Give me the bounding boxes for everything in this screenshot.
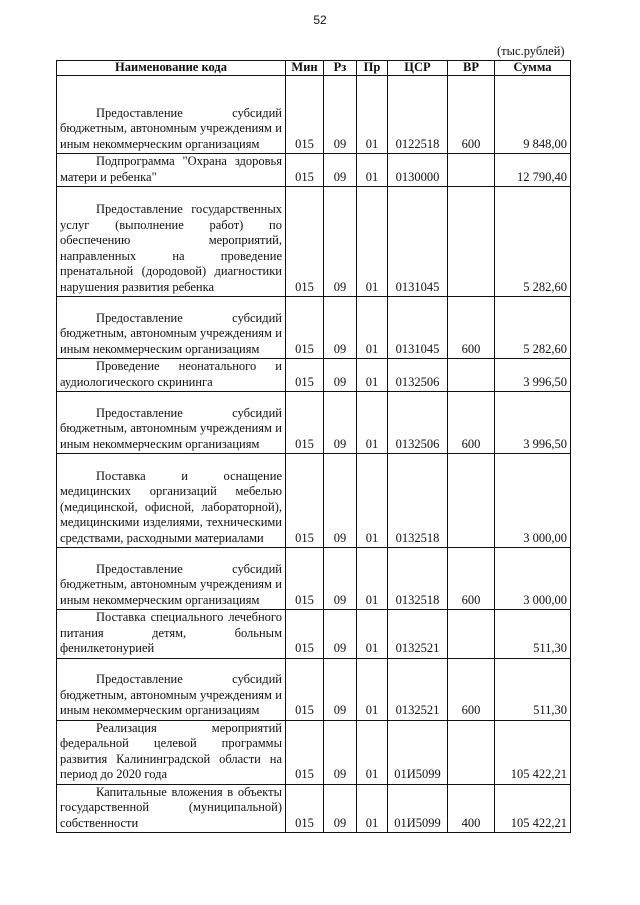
row-min: 015 — [286, 392, 324, 454]
row-vr — [448, 454, 495, 548]
row-min: 015 — [286, 610, 324, 659]
row-rz: 09 — [324, 548, 357, 610]
row-csr: 0131045 — [388, 187, 448, 297]
row-min: 015 — [286, 76, 324, 154]
row-name: Предоставление субсидий бюджетным, автономным учреждениям и иным некоммерческим организациям — [57, 392, 286, 454]
row-pr: 01 — [357, 392, 388, 454]
row-rz: 09 — [324, 454, 357, 548]
row-rz: 09 — [324, 784, 357, 833]
table-row — [57, 154, 571, 187]
table-header-row — [57, 61, 571, 76]
row-name: Предоставление субсидий бюджетным, автономным учреждениям и иным некоммерческим организациям — [57, 658, 286, 720]
row-name: Поставка и оснащение медицинских организаций мебелью (медицинской, офисной, лабораторной), медицинскими изделиями, техническими средствами, расходными материалами — [57, 454, 286, 548]
row-csr: 0131045 — [388, 297, 448, 359]
row-rz: 09 — [324, 154, 357, 187]
row-rz: 09 — [324, 187, 357, 297]
row-csr: 0132518 — [388, 454, 448, 548]
row-csr: 01И5099 — [388, 784, 448, 833]
row-name: Подпрограмма "Охрана здоровья матери и ребенка" — [57, 154, 286, 187]
row-csr: 01И5099 — [388, 720, 448, 784]
row-vr — [448, 720, 495, 784]
row-sum: 3 996,50 — [495, 359, 571, 392]
row-sum: 3 000,00 — [495, 548, 571, 610]
row-sum: 5 282,60 — [495, 187, 571, 297]
header-vr: ВР — [448, 61, 495, 76]
row-rz: 09 — [324, 76, 357, 154]
row-min: 015 — [286, 548, 324, 610]
row-vr — [448, 154, 495, 187]
row-min: 015 — [286, 359, 324, 392]
table-row — [57, 548, 571, 610]
table-row — [57, 392, 571, 454]
row-min: 015 — [286, 187, 324, 297]
header-pr: Пр — [357, 61, 388, 76]
row-vr: 600 — [448, 76, 495, 154]
table-row — [57, 359, 571, 392]
row-min: 015 — [286, 658, 324, 720]
row-pr: 01 — [357, 610, 388, 659]
row-pr: 01 — [357, 359, 388, 392]
table-row — [57, 720, 571, 784]
row-pr: 01 — [357, 784, 388, 833]
row-name: Предоставление государственных услуг (выполнение работ) по обеспечению мероприятий, направленных на проведение пренатальной (дородовой) диагностики нарушения развития ребенка — [57, 187, 286, 297]
budget-table — [56, 60, 571, 833]
row-name: Реализация мероприятий федеральной целевой программы развития Калининградской области на период до 2020 года — [57, 720, 286, 784]
row-csr: 0132506 — [388, 359, 448, 392]
row-csr: 0130000 — [388, 154, 448, 187]
row-csr: 0132518 — [388, 548, 448, 610]
row-rz: 09 — [324, 392, 357, 454]
row-sum: 105 422,21 — [495, 720, 571, 784]
row-name: Поставка специального лечебного питания детям, больным фенилкетонурией — [57, 610, 286, 659]
row-sum: 105 422,21 — [495, 784, 571, 833]
row-rz: 09 — [324, 658, 357, 720]
table-row — [57, 76, 571, 154]
row-name: Капитальные вложения в объекты государственной (муниципальной) собственности — [57, 784, 286, 833]
row-rz: 09 — [324, 359, 357, 392]
row-pr: 01 — [357, 720, 388, 784]
row-rz: 09 — [324, 720, 357, 784]
header-name: Наименование кода — [57, 61, 286, 76]
row-name: Предоставление субсидий бюджетным, автономным учреждениям и иным некоммерческим организациям — [57, 297, 286, 359]
row-pr: 01 — [357, 76, 388, 154]
table-row — [57, 454, 571, 548]
row-min: 015 — [286, 720, 324, 784]
table-row — [57, 658, 571, 720]
table-row — [57, 187, 571, 297]
row-sum: 12 790,40 — [495, 154, 571, 187]
header-csr: ЦСР — [388, 61, 448, 76]
row-rz: 09 — [324, 297, 357, 359]
row-sum: 511,30 — [495, 658, 571, 720]
row-vr: 600 — [448, 658, 495, 720]
row-name: Проведение неонатального и аудиологического скрининга — [57, 359, 286, 392]
units-label: (тыс.рублей) — [497, 44, 565, 58]
row-pr: 01 — [357, 297, 388, 359]
row-min: 015 — [286, 154, 324, 187]
row-vr — [448, 610, 495, 659]
row-sum: 3 000,00 — [495, 454, 571, 548]
row-vr: 600 — [448, 297, 495, 359]
row-rz: 09 — [324, 610, 357, 659]
row-pr: 01 — [357, 548, 388, 610]
row-csr: 0132506 — [388, 392, 448, 454]
row-sum: 9 848,00 — [495, 76, 571, 154]
table-row — [57, 297, 571, 359]
row-min: 015 — [286, 454, 324, 548]
page-number: 52 — [313, 13, 327, 27]
row-sum: 5 282,60 — [495, 297, 571, 359]
row-min: 015 — [286, 297, 324, 359]
row-vr — [448, 187, 495, 297]
row-pr: 01 — [357, 187, 388, 297]
row-vr: 600 — [448, 392, 495, 454]
row-sum: 511,30 — [495, 610, 571, 659]
header-min: Мин — [286, 61, 324, 76]
row-vr: 400 — [448, 784, 495, 833]
header-sum: Сумма — [495, 61, 571, 76]
row-pr: 01 — [357, 154, 388, 187]
row-name: Предоставление субсидий бюджетным, автономным учреждениям и иным некоммерческим организациям — [57, 548, 286, 610]
table-row — [57, 784, 571, 833]
row-csr: 0122518 — [388, 76, 448, 154]
row-name: Предоставление субсидий бюджетным, автономным учреждениям и иным некоммерческим организациям — [57, 76, 286, 154]
row-pr: 01 — [357, 658, 388, 720]
row-csr: 0132521 — [388, 658, 448, 720]
row-vr: 600 — [448, 548, 495, 610]
table-row — [57, 610, 571, 659]
row-pr: 01 — [357, 454, 388, 548]
row-min: 015 — [286, 784, 324, 833]
row-vr — [448, 359, 495, 392]
row-csr: 0132521 — [388, 610, 448, 659]
header-rz: Рз — [324, 61, 357, 76]
row-sum: 3 996,50 — [495, 392, 571, 454]
